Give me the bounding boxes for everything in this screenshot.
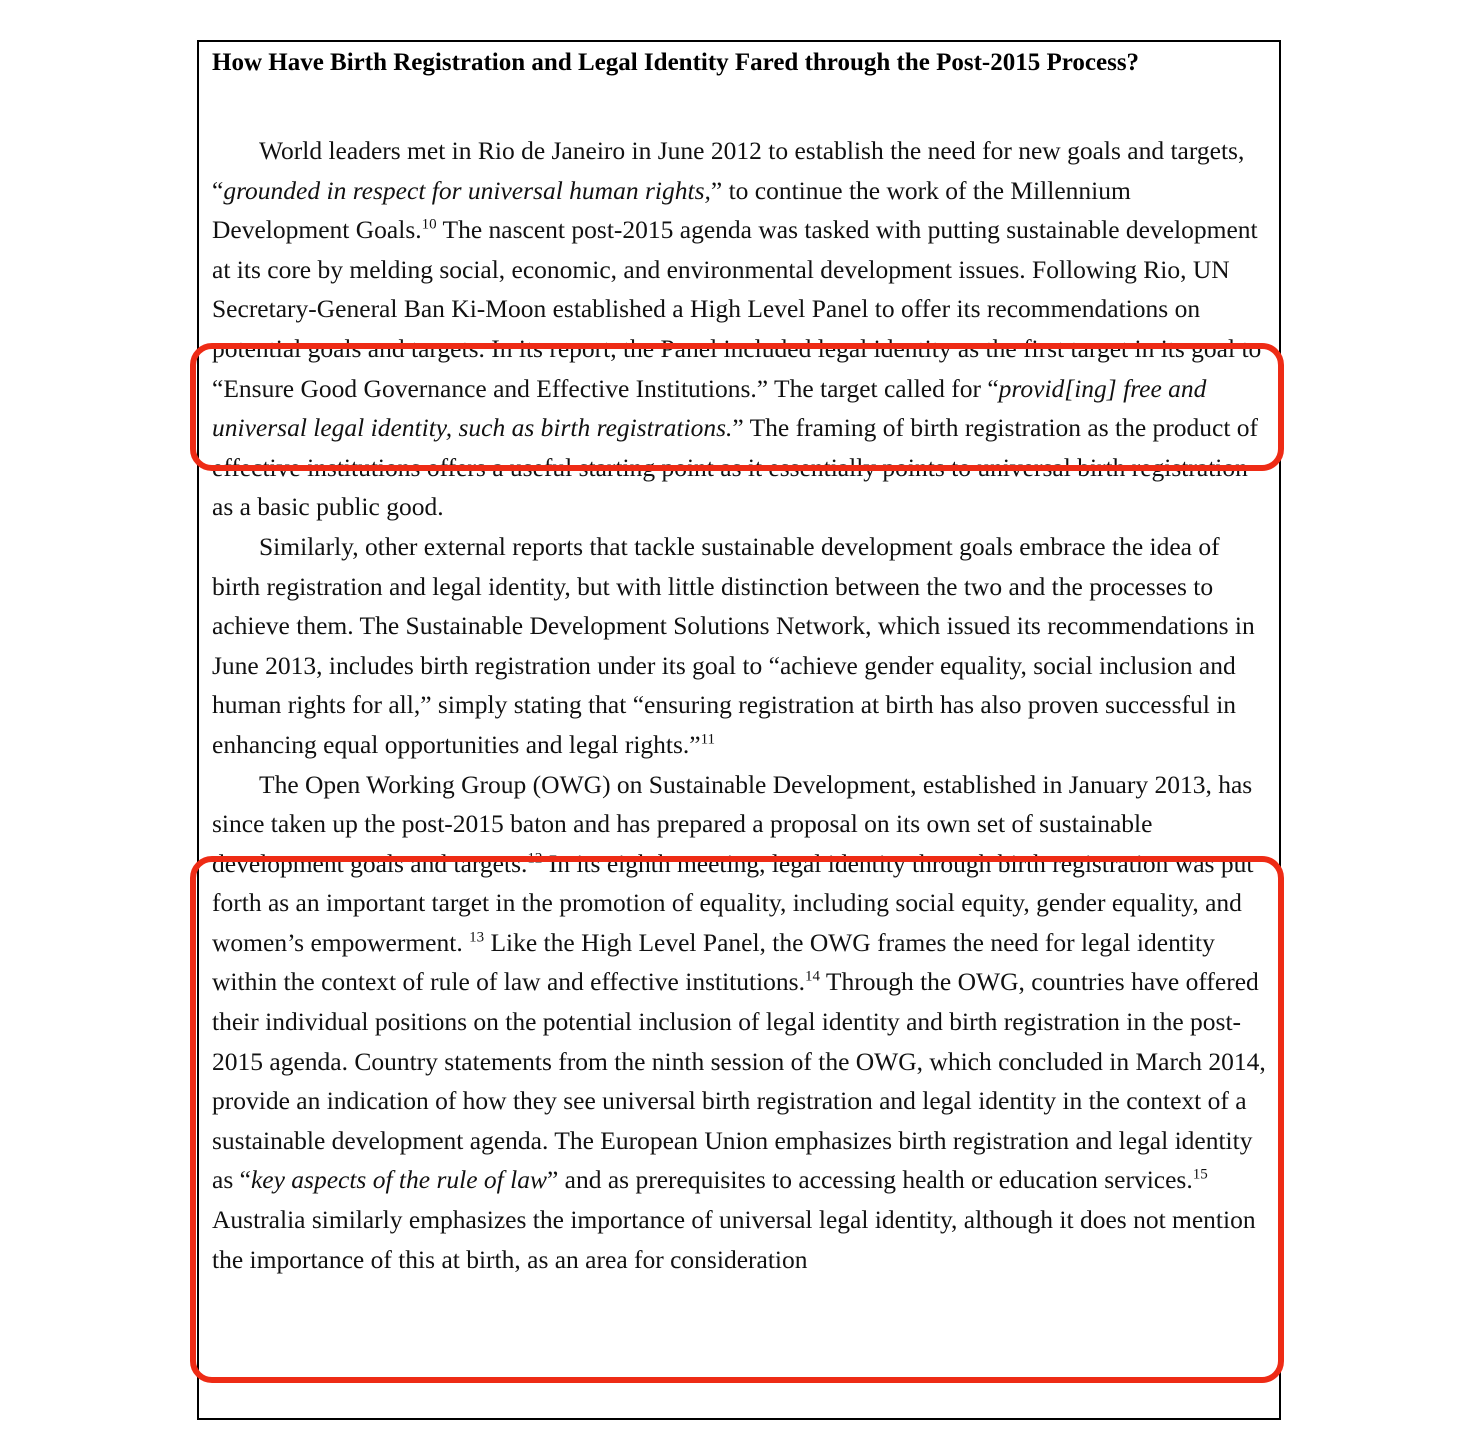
footnote-ref-15[interactable]: 15	[1192, 1166, 1208, 1183]
section-heading: How Have Birth Registration and Legal Identity Fared through the Post-2015 Process?	[212, 49, 1140, 76]
footnote-ref-13[interactable]: 13	[469, 929, 485, 946]
paragraph-rio-high-level-panel: World leaders met in Rio de Janeiro in June 2012 to establish the need for new goals and targets, “grounded in respect for universal human rights,” to continue the work of the Millennium Development Goals.$^{10}$ The nascent post-2015 agenda was tasked with putting sustainable development at its core by melding social, economic, and environmental development issues. Following Rio, UN Secretary-General Ban Ki-Moon established a High Level Panel to offer its recommendations on potential goals and targets. In its report, the Panel included legal identity as the first target in its goal to “Ensure Good Governance and Effective Institutions.” The target called for “provid[ing] free and universal legal identity, such as birth registrations.” The framing of birth registration as the product of effective institutions offers a useful starting point as it essentially points to universal birth registration as a basic public good.	[212, 136, 1262, 522]
document-page-frame	[197, 40, 1281, 1420]
footnote-ref-10[interactable]: 10	[421, 216, 437, 233]
footnote-ref-14[interactable]: 14	[804, 968, 820, 985]
footnote-ref-12[interactable]: 12	[527, 850, 543, 867]
quote-universal-human-rights: grounded in respect for universal human rights,	[223, 175, 711, 205]
quote-legal-identity-target: provid[ing] free and universal legal identity, such as birth registrations.	[212, 373, 1207, 443]
footnote-ref-11[interactable]: 11	[700, 731, 716, 748]
paragraph-open-working-group: The Open Working Group (OWG) on Sustainable Development, established in January 2013, has since taken up the post-2015 baton and has prepared a proposal on its own set of sustainable development goals and targets.$^{12}$ In its eighth meeting, legal identity through birth registration was put forth as an important target in the promotion of equality, including social equity, gender equality, and women’s empowerment. $^{13}$ Like the High Level Panel, the OWG frames the need for legal identity within the context of rule of law and effective institutions.$^{14}$ Through the OWG, countries have offered their individual positions on the potential inclusion of legal identity and birth registration in the post-2015 agenda. Country statements from the ninth session of the OWG, which concluded in March 2014, provide an indication of how they see universal birth registration and legal identity in the context of a sustainable development agenda. The European Union emphasizes birth registration and legal identity as “key aspects of the rule of law” and as prerequisites to accessing health or education services.$^{15}$ Australia similarly emphasizes the importance of universal legal identity, although it does not mention the importance of this at birth, as an area for consideration	[212, 769, 1266, 1274]
quote-rule-of-law: key aspects of the rule of law	[250, 1165, 547, 1195]
paragraph-sdsn-reports: Similarly, other external reports that tackle sustainable development goals embrace the idea of birth registration and legal identity, but with little distinction between the two and the processes to achieve them. The Sustainable Development Solutions Network, which issued its recommendations in June 2013, includes birth registration under its goal to “achieve gender equality, social inclusion and human rights for all,” simply stating that “ensuring registration at birth has also proven successful in enhancing equal opportunities and legal rights.”$^{11}$	[212, 531, 1255, 759]
document-body	[212, 42, 1272, 1279]
